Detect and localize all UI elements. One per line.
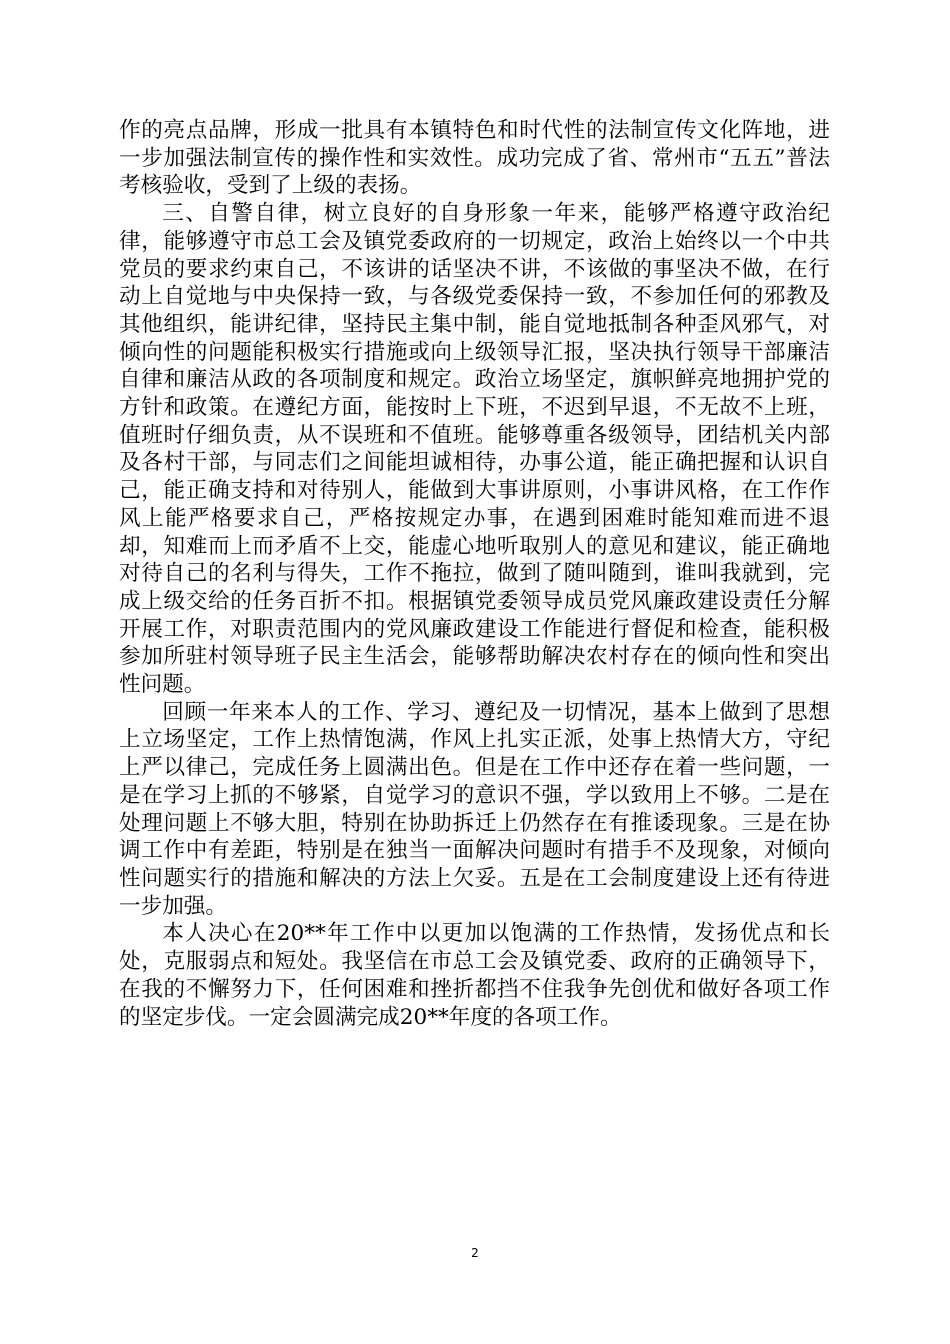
paragraph-resolution: 本人决心在20**年工作中以更加以饱满的工作热情，发扬优点和长处，克服弱点和短处。我坚信在市总工会及镇党委、政府的正确领导下，在我的不懈努力下，任何困难和挫折都挡不住我争先创优和做好各项工作的坚定步伐。一定会圆满完成20**年度的各项工作。 <box>119 921 830 1030</box>
document-body <box>119 117 830 1031</box>
paragraph-review: 回顾一年来本人的工作、学习、遵纪及一切情况，基本上做到了思想上立场坚定，工作上热情饱满，作风上扎实正派，处事上热情大方，守纪上严以律己，完成任务上圆满出色。但是在工作中还存在着一些问题，一是在学习上抓的不够紧，自觉学习的意识不强，学以致用上不够。二是在处理问题上不够大胆，特别在协助拆迁上仍然存在有推诿现象。三是在协调工作中有差距，特别是在独当一面解决问题时有措手不及现象，对倾向性问题实行的措施和解决的方法上欠妥。五是在工会制度建设上还有待进一步加强。 <box>119 699 830 919</box>
paragraph-continuation: 作的亮点品牌，形成一批具有本镇特色和时代性的法制宣传文化阵地，进一步加强法制宣传的操作性和实效性。成功完成了省、常州市“五五”普法考核验收，受到了上级的表扬。 <box>119 118 830 199</box>
paragraph-self-discipline: 三、自警自律，树立良好的自身形象一年来，能够严格遵守政治纪律，能够遵守市总工会及镇党委政府的一切规定，政治上始终以一个中共党员的要求约束自己，不该讲的话坚决不讲，不该做的事坚决不做，在行动上自觉地与中央保持一致，与各级党委保持一致，不参加任何的邪教及其他组织，能讲纪律，坚持民主集中制，能自觉地抵制各种歪风邪气，对倾向性的问题能积极实行措施或向上级领导汇报，坚决执行领导干部廉洁自律和廉洁从政的各项制度和规定。政治立场坚定，旗帜鲜亮地拥护党的方针和政策。在遵纪方面，能按时上下班，不迟到早退，不无故不上班，值班时仔细负责，从不误班和不值班。能够尊重各级领导，团结机关内部及各村干部，与同志们之间能坦诚相待，办事公道，能正确把握和认识自己，能正确支持和对待别人，能做到大事讲原则，小事讲风格，在工作作风上能严格要求自己，严格按规定办事，在遇到困难时能知难而进不退却，知难而上而矛盾不上交，能虚心地听取别人的意见和建议，能正确地对待自己的名利与得失，工作不拖拉，做到了随叫随到，谁叫我就到，完成上级交给的任务百折不扣。根据镇党委领导成员党风廉政建设责任分解开展工作，对职责范围内的党风廉政建设工作能进行督促和检查，能积极参加所驻村领导班子民主生活会，能够帮助解决农村存在的倾向性和突出性问题。 <box>119 201 830 698</box>
page-number: 2 <box>471 1246 479 1260</box>
